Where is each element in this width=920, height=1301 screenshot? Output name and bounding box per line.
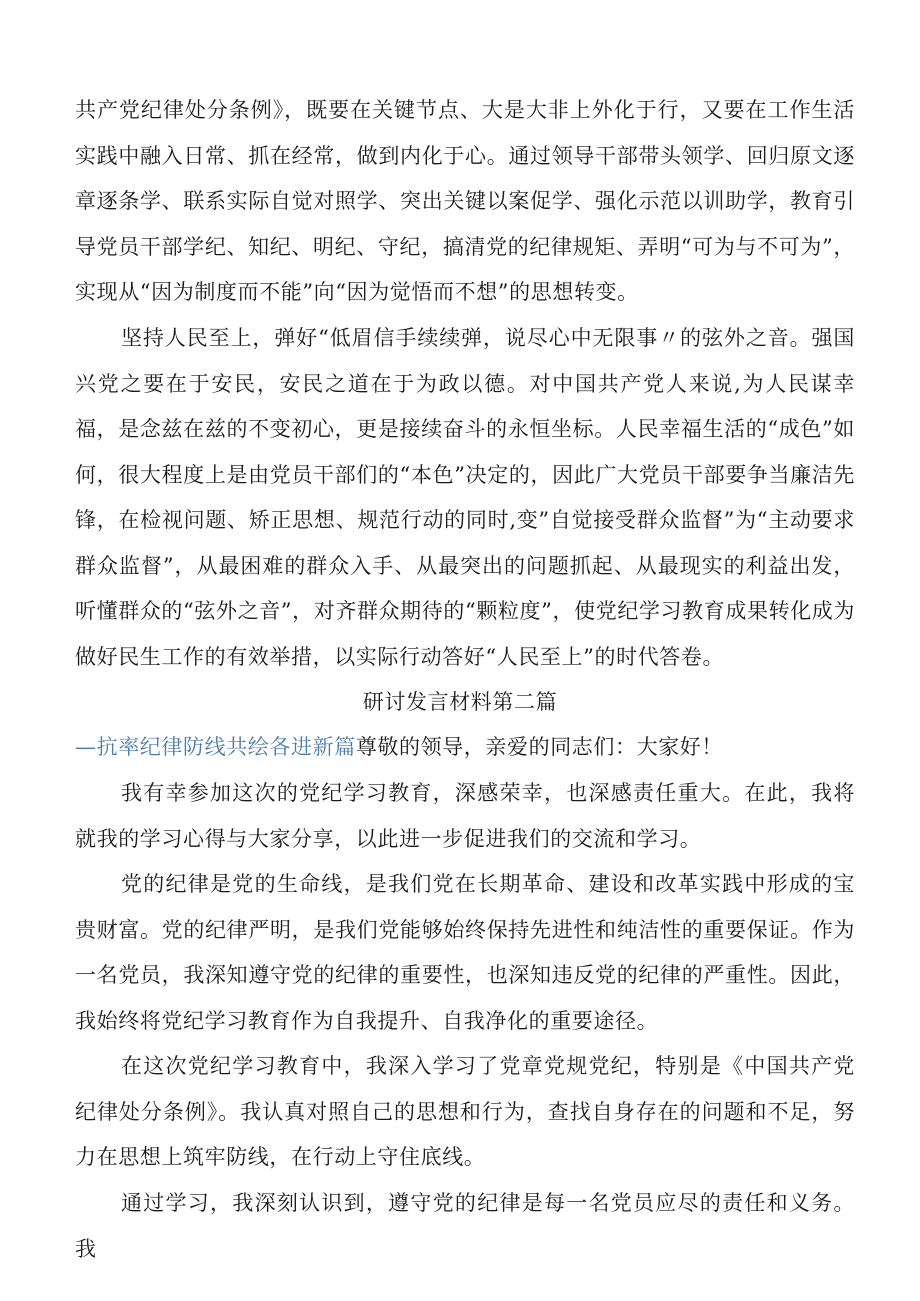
paragraph-2: 坚持人民至上，弹好“低眉信手续续弹，说尽心中无限事〃的弦外之音。强国兴党之要在于安民，安民之道在于为政以德。对中国共产党人来说,为人民谋幸福，是念兹在兹的不变初心，更是接续奋斗的永恒坐标。人民幸福生活的“成色”如何，很大程度上是由党员干部们的“本色”决定的，因此广大党员干部要争当廉洁先锋，在检视问题、矫正思想、规范行动的同时,变”自觉接受群众监督”为“主动要求群众监督”，从最困难的群众入手、从最突出的问题抓起、从最现实的利益出发，听懂群众的“弦外之音”，对齐群众期待的“颗粒度”，使党纪学习教育成果转化成为做好民生工作的有效举措，以实际行动答好“人民至上”的时代答卷。 [75, 326, 855, 669]
paragraph-1: 共产党纪律处分条例》，既要在关键节点、大是大非上外化于行，又要在工作生活实践中融入日常、抓在经常，做到内化于心。通过领导干部带头领学、回归原文逐章逐条学、联系实际自觉对照学、突出关键以案促学、强化示范以训助学，教育引导党员干部学纪、知纪、明纪、守纪，搞清党的纪律规矩、弄明“可为与不可为”，实现从“因为制度而不能”向“因为觉悟而不想”的思想转变。 [75, 98, 855, 304]
section-title: 研讨发言材料第二篇 [362, 690, 558, 714]
paragraph-3: 我有幸参加这次的党纪学习教育，深感荣幸，也深感责任重大。在此，我将就我的学习心得与大家分享，以此进一步促进我们的交流和学习。 [75, 781, 855, 851]
paragraph-6: 通过学习，我深刻认识到，遵守党的纪律是每一名党员应尽的责任和义务。我 [75, 1191, 855, 1261]
paragraph-4: 党的纪律是党的生命线，是我们党在长期革命、建设和改革实践中形成的宝贵财富。党的纪律严明，是我们党能够始终保持先进性和纯洁性的重要保证。作为一名党员，我深知遵守党的纪律的重要性，也深知违反党的纪律的严重性。因此，我始终将党纪学习教育作为自我提升、自我净化的重要途径。 [75, 872, 855, 1033]
subtitle-link[interactable]: —抗率纪律防线共绘各进新篇 [75, 735, 356, 759]
greeting: 尊敬的领导，亲爱的同志们：大家好！ [355, 735, 724, 759]
paragraph-5: 在这次党纪学习教育中，我深入学习了党章党规党纪，特别是《中国共产党纪律处分条例》。我认真对照自己的思想和行为，查找自身存在的问题和不足，努力在思想上筑牢防线，在行动上守住底线。 [75, 1054, 855, 1169]
subtitle-line [75, 725, 855, 771]
